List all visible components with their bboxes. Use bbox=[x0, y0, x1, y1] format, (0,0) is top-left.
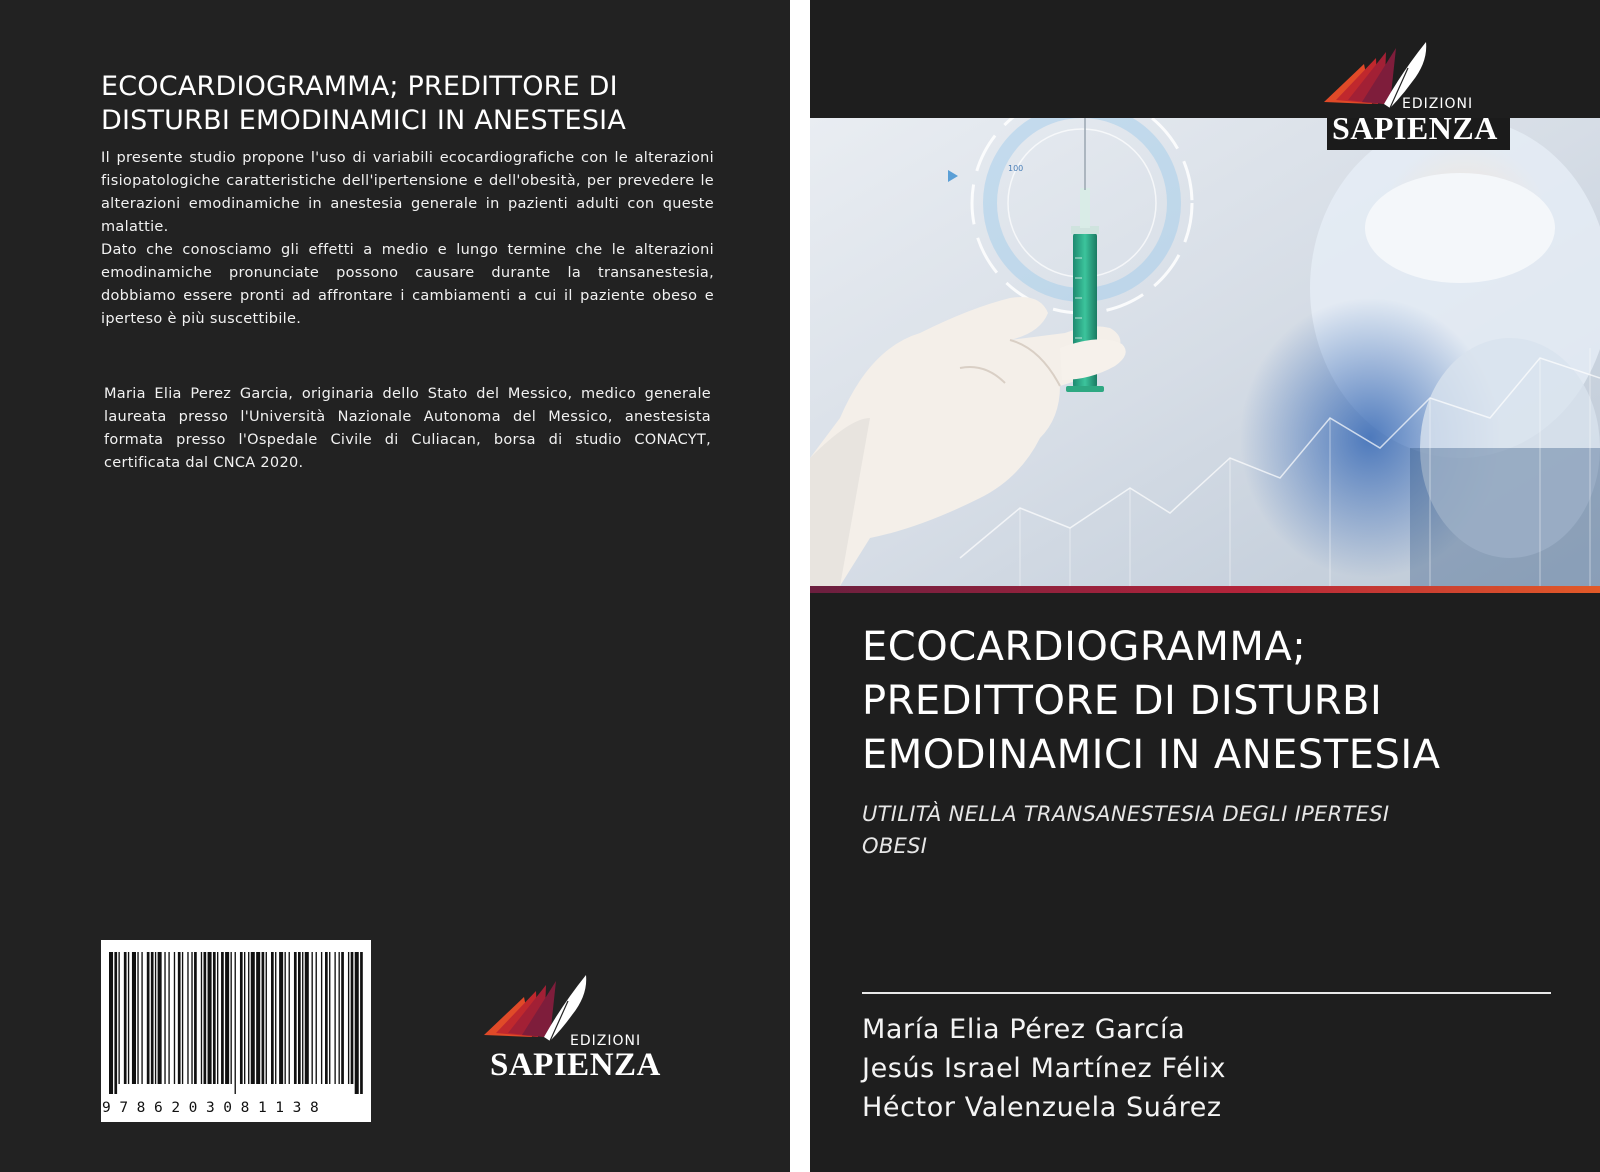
front-cover-subtitle bbox=[862, 798, 1462, 862]
cover-photo bbox=[810, 118, 1600, 586]
publisher-name-back: SAPIENZA bbox=[490, 1047, 661, 1083]
barcode-bar bbox=[182, 952, 183, 1084]
barcode-bar bbox=[351, 952, 354, 1084]
accent-stripe bbox=[810, 586, 1600, 593]
barcode-bar bbox=[124, 952, 127, 1084]
barcode-bar bbox=[248, 952, 249, 1084]
back-title-line-1: ECOCARDIOGRAMMA; PREDITTORE DI bbox=[101, 71, 618, 102]
barcode-bar bbox=[137, 952, 138, 1084]
barcode-bar bbox=[279, 952, 283, 1084]
author-name: María Elia Pérez García bbox=[862, 1014, 1186, 1045]
isbn-barcode bbox=[101, 940, 371, 1122]
barcode-bar bbox=[174, 952, 175, 1084]
author-list bbox=[862, 1010, 1226, 1127]
barcode-bar bbox=[298, 952, 301, 1084]
barcode-bar bbox=[348, 952, 349, 1084]
barcode-bar bbox=[194, 952, 197, 1084]
syringe-scale-label: 100 bbox=[1008, 164, 1024, 173]
barcode-bar bbox=[271, 952, 274, 1084]
barcode-digits: 9786203081138 bbox=[102, 1100, 328, 1116]
barcode-bar bbox=[147, 952, 150, 1084]
barcode-bar bbox=[316, 952, 317, 1084]
barcode-bar bbox=[312, 952, 313, 1084]
barcode-bar bbox=[225, 952, 229, 1084]
front-title-line-2: PREDITTORE DI DISTURBI bbox=[862, 678, 1383, 724]
barcode-bar bbox=[244, 952, 245, 1084]
barcode-bar bbox=[151, 952, 154, 1084]
barcode-bar bbox=[251, 952, 255, 1084]
barcode-bar bbox=[132, 952, 136, 1084]
barcode-bars bbox=[107, 952, 365, 1094]
barcode-bar bbox=[355, 952, 359, 1094]
back-title-line-2: DISTURBI EMODINAMICI IN ANESTESIA bbox=[101, 105, 626, 136]
barcode-bar bbox=[302, 952, 303, 1084]
barcode-bar bbox=[289, 952, 290, 1084]
barcode-bar bbox=[360, 952, 363, 1094]
barcode-bar bbox=[305, 952, 309, 1084]
barcode-bar bbox=[155, 952, 156, 1084]
barcode-bar bbox=[240, 952, 243, 1084]
barcode-bar bbox=[235, 952, 236, 1094]
imprint-label-front: EDIZIONI bbox=[1402, 96, 1474, 112]
author-divider bbox=[862, 992, 1551, 994]
author-bio: Maria Elia Perez Garcia, originaria dello Stato del Messico, medico generale laureata presso l'Università Nazionale Autonoma del Messico, anestesista formata presso l'Ospedale Civile di Culiacan, borsa di studio CONACYT, certificata dal CNCA 2020. bbox=[104, 386, 711, 471]
barcode-bar bbox=[231, 952, 232, 1084]
barcode-bar bbox=[334, 952, 335, 1084]
author-name: Héctor Valenzuela Suárez bbox=[862, 1092, 1222, 1123]
barcode-bar bbox=[141, 952, 142, 1084]
back-cover bbox=[0, 0, 790, 1172]
front-cover bbox=[810, 0, 1600, 1172]
description-paragraph-2: Dato che conosciamo gli effetti a medio e lungo termine che le alterazioni emodinamiche pronunciate possono causare durante la transanestesia, dobbiamo essere pronti ad affrontare i cambiamenti a cui il paziente obeso e iperteso è più suscettibile. bbox=[101, 242, 714, 327]
back-cover-title bbox=[101, 70, 721, 138]
syringe-hand-illustration bbox=[810, 118, 1600, 586]
barcode-bar bbox=[158, 952, 162, 1084]
barcode-bar bbox=[201, 952, 202, 1084]
publisher-name-front: SAPIENZA bbox=[1332, 110, 1498, 146]
barcode-bar bbox=[217, 952, 218, 1084]
barcode-bar bbox=[321, 952, 322, 1084]
description-paragraph-1: Il presente studio propone l'uso di variabili ecocardiografiche con le alterazioni fisiopatologiche caratteristiche dell'ipertensione e dell'obesità, per prevedere le alterazioni emodinamiche in anestesia generale in pazienti adulti con queste malattie. bbox=[101, 150, 714, 235]
barcode-bar bbox=[109, 952, 113, 1094]
barcode-bar bbox=[275, 952, 276, 1084]
author-name: Jesús Israel Martínez Félix bbox=[862, 1053, 1227, 1084]
imprint-label-back: EDIZIONI bbox=[570, 1033, 642, 1049]
barcode-bar bbox=[339, 952, 340, 1084]
front-title-line-3: EMODINAMICI IN ANESTESIA bbox=[862, 732, 1441, 778]
barcode-bar bbox=[114, 952, 117, 1094]
barcode-bar bbox=[128, 952, 129, 1084]
subtitle-line-1: UTILITÀ NELLA TRANSANESTESIA DEGLI IPERTESI bbox=[862, 802, 1390, 826]
back-cover-description bbox=[101, 147, 714, 331]
barcode-bar bbox=[118, 952, 119, 1084]
barcode-bar bbox=[168, 952, 169, 1084]
barcode-bar bbox=[256, 952, 260, 1084]
subtitle-line-2: OBESI bbox=[862, 834, 928, 858]
barcode-bar bbox=[262, 952, 265, 1084]
publisher-logo-back bbox=[484, 975, 664, 1085]
barcode-bar bbox=[178, 952, 181, 1084]
barcode-bar bbox=[164, 952, 165, 1084]
barcode-bar bbox=[294, 952, 297, 1084]
barcode-bar bbox=[213, 952, 216, 1084]
barcode-bar bbox=[204, 952, 207, 1084]
barcode-bar bbox=[221, 952, 224, 1084]
barcode-bar bbox=[191, 952, 192, 1084]
barcode-bar bbox=[329, 952, 330, 1084]
barcode-bar bbox=[285, 952, 286, 1084]
spine-gap bbox=[790, 0, 810, 1172]
barcode-bar bbox=[266, 952, 267, 1084]
front-cover-title bbox=[862, 620, 1562, 782]
barcode-bar bbox=[187, 952, 188, 1084]
barcode-bar bbox=[208, 952, 212, 1084]
barcode-bar bbox=[341, 952, 344, 1084]
publisher-logo-front bbox=[1312, 40, 1512, 150]
front-title-line-1: ECOCARDIOGRAMMA; bbox=[862, 624, 1307, 670]
barcode-bar bbox=[325, 952, 328, 1084]
